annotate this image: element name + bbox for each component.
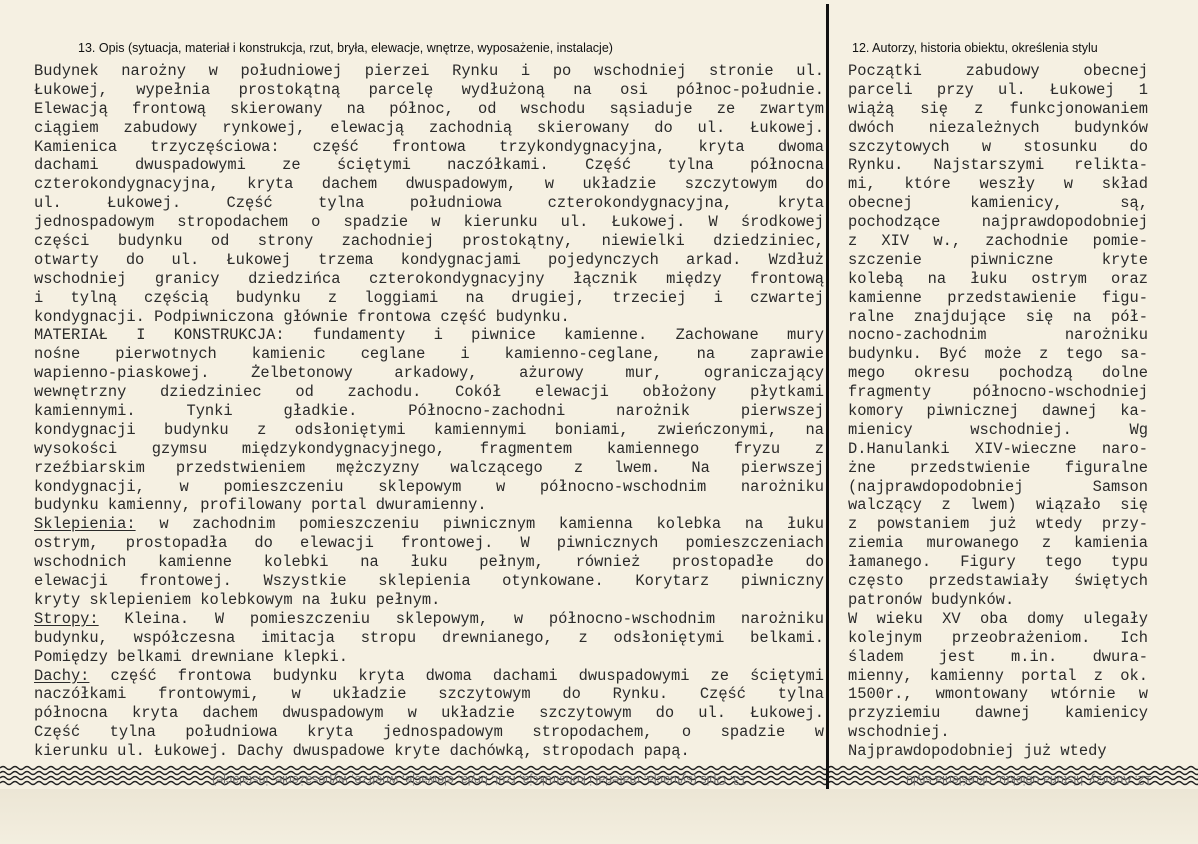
- section-label: Dachy:: [34, 666, 90, 685]
- text-line: żne przedstwienie figuralne: [848, 458, 1148, 477]
- reversed-header-right: 12. Autorzy, historia obiektu, określenia stylu: [906, 773, 1152, 787]
- text-line: kamienne przedstawienie figu-: [848, 288, 1148, 307]
- text-line: śladem jest m.in. dwura-: [848, 647, 1148, 666]
- text-line: mego okresu pochodzą dolne: [848, 364, 1148, 383]
- text-line: pochodzące najprawdopodobniej: [848, 213, 1148, 232]
- section-13-header: 13. Opis (sytuacja, materiał i konstrukcja, rzut, bryła, elewacje, wnętrze, wyposażenie, instalacje): [78, 41, 613, 55]
- text-line: kolejnym przeobrażeniom. Ich: [848, 628, 1148, 647]
- text-line: części budynku od strony zachodniej prostokątny, niewielki dziedziniec,: [34, 232, 824, 251]
- text-line: nocno-zachodnim narożniku: [848, 326, 1148, 345]
- text-line: budynku, współczesna imitacja stropu drewnianego, z odsłoniętymi belkami.: [34, 628, 824, 647]
- text-line: północna kryta dachem dwuspadowym w układzie szczytowym do ul. Łukowej.: [34, 704, 824, 723]
- text-line: Najprawdopodobniej już wtedy: [848, 742, 1107, 761]
- text-line: Początki zabudowy obecnej: [848, 62, 1148, 80]
- text-line: Kamienica trzyczęściowa: część frontowa trzykondygnacyjna, kryta dwoma: [34, 137, 824, 156]
- text-line: Pomiędzy belkami drewniane klepki.: [34, 647, 349, 666]
- text-line: mi, które weszły w skład: [848, 175, 1148, 194]
- text-line: Stropy: Kleina. W pomieszczeniu sklepowym, w północno-wschodnim narożniku: [34, 609, 824, 628]
- text-line: naczółkami frontowymi, w układzie szczytowym do Rynku. Część tylna: [34, 685, 824, 704]
- text-line: i tylną częścią budynku z loggiami na drugiej, trzeciej i czwartej: [34, 288, 824, 307]
- text-line: 1500r., wmontowany wtórnie w: [848, 685, 1148, 704]
- paper-margin: [0, 789, 1198, 844]
- text-line: Dachy: część frontowa budynku kryta dwoma dachami dwuspadowymi ze ściętymi: [34, 666, 824, 685]
- text-line: walczący z lwem) wiązało się: [848, 496, 1148, 515]
- text-line: kondygnacji budynku z odsłoniętymi kamiennymi boniami, zwieńczonymi, na: [34, 420, 824, 439]
- text-line: otwarty do ul. Łukowej trzema kondygnacjami pojedynczych arkad. Wzdłuż: [34, 250, 824, 269]
- text-line: D.Hanulanki XIV-wieczne naro-: [848, 439, 1148, 458]
- text-line: kamiennymi. Tynki gładkie. Północno-zachodni narożnik pierwszej: [34, 402, 824, 421]
- text-line: ziemia murowanego z kamienia: [848, 534, 1148, 553]
- text-line: ciągiem zabudowy rynkowej, elewacją zachodnią skierowany do ul. Łukowej.: [34, 118, 824, 137]
- text-line: dachami dwuspadowymi ze ściętymi naczółkami. Część tylna północna: [34, 156, 824, 175]
- text-line: ralne znajdujące się na pół-: [848, 307, 1148, 326]
- text-line: dwóch niezależnych budynków: [848, 118, 1148, 137]
- text-line: mienny, kamienny portal z ok.: [848, 666, 1148, 685]
- text-line: rzeźbiarskim przedstwieniem mężczyzny walczącego z lwem. Na pierwszej: [34, 458, 824, 477]
- text-line: z XIV w., zachodnie pomie-: [848, 232, 1148, 251]
- text-line: Łukowej, wypełnia prostokątną parcelę wydłużoną na osi północ-południe.: [34, 80, 824, 99]
- text-line: elewacji frontowej. Wszystkie sklepienia otynkowane. Korytarz piwniczny: [34, 572, 824, 591]
- section-12-header: 12. Autorzy, historia obiektu, określenia stylu: [852, 41, 1098, 55]
- text-line: kierunku ul. Łukowej. Dachy dwuspadowe kryte dachówką, stropodach papą.: [34, 742, 690, 761]
- text-line: kondygnacji. Podpiwniczona głównie frontowa część budynku.: [34, 307, 570, 326]
- text-line: mienicy wschodniej. Wg: [848, 420, 1148, 439]
- text-line: kondygnacji, w pomieszczeniu sklepowym w północno-wschodnim narożniku: [34, 477, 824, 496]
- text-line: budynku kamienny, profilowany portal dwuramienny.: [34, 496, 487, 515]
- text-line: Sklepienia: w zachodnim pomieszczeniu piwnicznym kamienna kolebka na łuku: [34, 515, 824, 534]
- text-line: nośne pierwotnych kamienic ceglane i kamienno-ceglane, na zaprawie: [34, 345, 824, 364]
- section-label: Stropy:: [34, 609, 99, 628]
- section-label: Sklepienia:: [34, 515, 136, 534]
- text-line: parceli przy ul. Łukowej 1: [848, 80, 1148, 99]
- text-line: jednospadowym stropodachem o spadzie w kierunku ul. Łukowej. W środkowej: [34, 213, 824, 232]
- text-line: szczenie piwniczne kryte: [848, 250, 1148, 269]
- description-column: [34, 62, 824, 761]
- text-line: budynku. Być może z tego sa-: [848, 345, 1148, 364]
- text-line: patronów budynków.: [848, 590, 1015, 609]
- text-line: fragmenty północno-wschodniej: [848, 383, 1148, 402]
- text-line: ostrym, prostopadła do elewacji frontowej. W piwnicznych pomieszczeniach: [34, 534, 824, 553]
- text-line: wschodnich kamienne kolebki na łuku pełnym, również prostopadłe do: [34, 553, 824, 572]
- text-line: często przedstawiały świętych: [848, 572, 1148, 591]
- column-divider: [826, 4, 829, 788]
- text-line: wschodniej granicy dziedzińca czterokondygnacyjny łącznik między frontową: [34, 269, 824, 288]
- text-line: ul. Łukowej. Część tylna południowa czterokondygnacyjna, kryta: [34, 194, 824, 213]
- text-line: W wieku XV oba domy ulegały: [848, 609, 1148, 628]
- text-line: z powstaniem już wtedy przy-: [848, 515, 1148, 534]
- text-line: wewnętrzny dziedziniec od zachodu. Cokół elewacji obłożony płytkami: [34, 383, 824, 402]
- reversed-header-left: 13. Opis (sytuacja, materiał i konstrukcja, rzut, bryła, elewacje, wnętrze, wyposażenie, instalacje): [212, 773, 747, 787]
- text-line: komory piwnicznej dawnej ka-: [848, 402, 1148, 421]
- text-line: obecnej kamienicy, są,: [848, 194, 1148, 213]
- text-line: łamanego. Figury tego typu: [848, 553, 1148, 572]
- text-line: (najprawdopodobniej Samson: [848, 477, 1148, 496]
- text-line: Elewacją frontową skierowany na północ, od wschodu sąsiaduje ze zwartym: [34, 99, 824, 118]
- text-line: wiążą się z funkcjonowaniem: [848, 99, 1148, 118]
- history-column: [848, 62, 1148, 761]
- text-line: wschodniej.: [848, 723, 950, 742]
- text-line: Rynku. Najstarszymi relikta-: [848, 156, 1148, 175]
- text-line: Część tylna południowa kryta jednospadowym stropodachem, o spadzie w: [34, 723, 824, 742]
- text-line: wysokości gzymsu międzykondygnacyjnego, fragmentem kamiennego fryzu z: [34, 439, 824, 458]
- text-line: wapienno-piaskowej. Żelbetonowy arkadowy, ażurowy mur, ograniczający: [34, 364, 824, 383]
- text-line: kryty sklepieniem kolebkowym na łuku pełnym.: [34, 590, 441, 609]
- text-line: kolebą na łuku ostrym oraz: [848, 269, 1148, 288]
- text-line: czterokondygnacyjna, kryta dachem dwuspadowym, w układzie szczytowym do: [34, 175, 824, 194]
- text-line: MATERIAŁ I KONSTRUKCJA: fundamenty i piwnice kamienne. Zachowane mury: [34, 326, 824, 345]
- text-line: Budynek narożny w południowej pierzei Rynku i po wschodniej stronie ul.: [34, 62, 824, 80]
- text-line: przyziemiu dawnej kamienicy: [848, 704, 1148, 723]
- text-line: szczytowych w stosunku do: [848, 137, 1148, 156]
